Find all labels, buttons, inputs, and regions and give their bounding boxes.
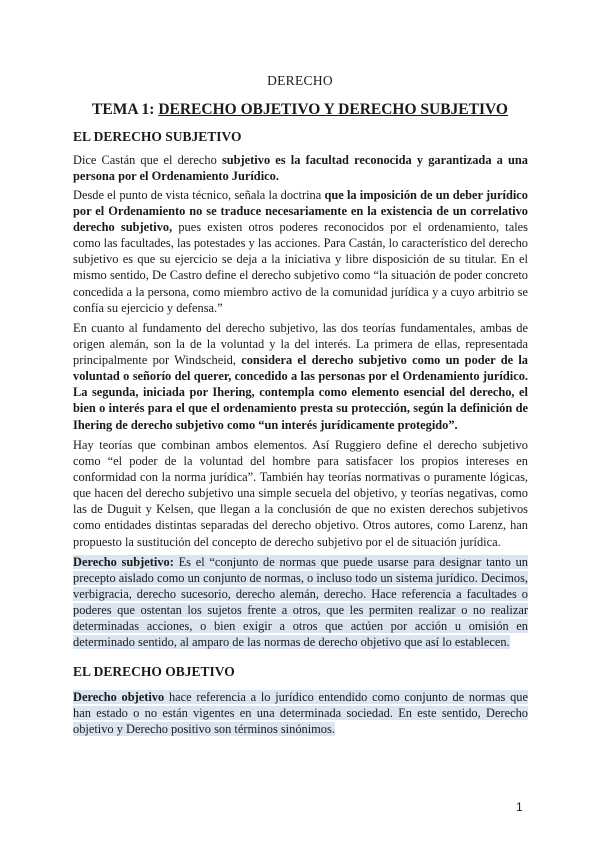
paragraph-derecho-objetivo-definition (73, 689, 528, 737)
paragraph-derecho-subjetivo-definition (73, 554, 528, 651)
paragraph-castan-definition (73, 152, 528, 184)
highlight-block (73, 555, 528, 649)
paragraph-fundamentals (73, 320, 528, 433)
p2-text-c: pues existen otros poderes reconocidos por el ordenamiento, tales como las facultades, las potestades y las acciones. Para Castán, lo característico del derecho subjetivo es que su ejercicio se deja a la iniciativa y libre disposición de su titular. En el mismo sentido, De Castro define el derecho subjetivo como “la situación de poder concreto concedida a la persona, como miembro activo de la comunidad jurídica y a cuyo arbitrio se confía su ejercicio y defensa.” (73, 220, 528, 315)
p1-text: Dice Castán que el derecho (73, 153, 222, 167)
s2-p1-text: hace referencia a lo jurídico entendido como conjunto de normas que han estado o no están vigentes en una determinada sociedad. En este sentido, Derecho objetivo y Derecho positivo son términos sinónimos. (73, 690, 528, 737)
topic-prefix: TEMA 1: (92, 101, 159, 118)
topic-title (0, 101, 600, 119)
p1-bold: subjetivo es la facultad reconocida y garantizada a una persona por el Ordenamiento Jurídico. (73, 153, 529, 184)
page-number: 1 (516, 800, 523, 814)
paragraph-technical-view (73, 187, 528, 316)
topic-title-text: DERECHO OBJETIVO Y DERECHO SUBJETIVO (158, 101, 508, 118)
p2-bold: que la imposición de un deber jurídico por el Ordenamiento no se traduce necesariamente en la existencia de un correlativo derecho subjetivo, (73, 188, 528, 235)
document-title: DERECHO (267, 73, 333, 88)
p5-text: Es el “conjunto de normas que puede usarse para designar tanto un precepto aislado como un conjunto de normas, o incluso todo un sistema jurídico. Decimos, verbigracia, derecho sucesorio, derecho alemán, derecho. Hace referencia a facultades o poderes que ostentan los sujetos frente a otros, que les permiten realizar o no realizar determinadas acciones, o bien exigir a otros que actúen por acción u omisión en determinado sentido, al amparo de las normas de derecho objetivo que así lo establecen. (73, 555, 528, 650)
term-derecho-subjetivo: Derecho subjetivo: (73, 555, 174, 569)
section-heading-subjetivo: EL DERECHO SUBJETIVO (73, 129, 242, 144)
p2-text-a: Desde el punto de vista técnico, señala la doctrina (73, 188, 325, 202)
p4-text: Hay teorías que combinan ambos elementos. Así Ruggiero define el derecho subjetivo como “el poder de la voluntad del hombre para satisfacer los propios intereses en conformidad con la norma jurídica”. También hay teorías normativas o puramente lógicas, que hacen del derecho subjetivo una simple secuela del objetivo, y teorías negativas, como las de Duguit y Kelsen, que llegan a la conclusión de que no existen derechos subjetivos como entidades distintas separadas del derecho objetivo. Otros autores, como Larenz, han propuesto la sustitución del concepto de derecho subjetivo por el de situación jurídica. (73, 438, 528, 549)
paragraph-theories (73, 437, 528, 550)
section-heading-objetivo: EL DERECHO OBJETIVO (73, 664, 235, 679)
term-derecho-objetivo: Derecho objetivo (73, 690, 165, 704)
highlight-block-objetivo (73, 690, 528, 736)
p3-bold: considera el derecho subjetivo como un poder de la voluntad o señorío del querer, concedido a las personas por el Ordenamiento jurídico. La segunda, iniciada por Ihering, contempla como elemento esencial del derecho, el bien o interés para el que el ordenamiento presta su protección, según la definición de Ihering de derecho subjetivo como “un interés jurídicamente protegido”. (73, 353, 529, 432)
p3-text: En cuanto al fundamento del derecho subjetivo, las dos teorías fundamentales, ambas de origen alemán, son la de la voluntad y la del interés. La primera de ellas, representada principalmente por Windscheid, (73, 321, 528, 368)
